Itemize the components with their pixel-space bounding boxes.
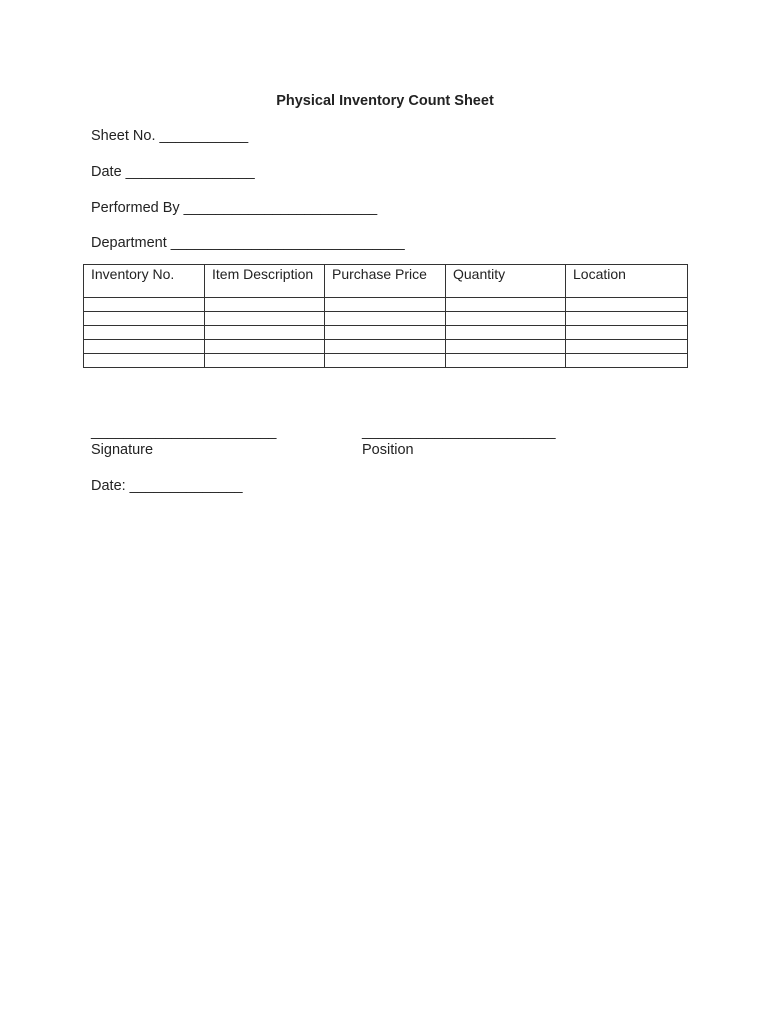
performed-by-field: Performed By ________________________: [91, 200, 378, 216]
table-cell[interactable]: [325, 326, 446, 340]
table-cell[interactable]: [446, 312, 566, 326]
header-quantity: Quantity: [446, 265, 566, 298]
signature-label: Signature: [91, 442, 154, 458]
table-cell[interactable]: [84, 298, 205, 312]
table-cell[interactable]: [566, 298, 688, 312]
page-title: Physical Inventory Count Sheet: [276, 93, 494, 109]
inventory-table: [83, 264, 688, 368]
position-label: Position: [362, 442, 414, 458]
header-location: Location: [566, 265, 688, 298]
table-cell[interactable]: [84, 326, 205, 340]
table-cell[interactable]: [84, 340, 205, 354]
table-cell[interactable]: [446, 354, 566, 368]
table-cell[interactable]: [325, 298, 446, 312]
table-cell[interactable]: [205, 298, 325, 312]
table-cell[interactable]: [205, 312, 325, 326]
header-item-description: Item Description: [205, 265, 325, 298]
table-cell[interactable]: [205, 340, 325, 354]
table-row: [84, 298, 688, 312]
department-field: Department _____________________________: [91, 235, 405, 251]
table-cell[interactable]: [205, 354, 325, 368]
table-cell[interactable]: [325, 340, 446, 354]
table-row: [84, 340, 688, 354]
table-cell[interactable]: [566, 312, 688, 326]
table-cell[interactable]: [205, 326, 325, 340]
table-cell[interactable]: [446, 298, 566, 312]
table-row: [84, 354, 688, 368]
table-cell[interactable]: [566, 326, 688, 340]
header-purchase-price: Purchase Price: [325, 265, 446, 298]
table-cell[interactable]: [84, 312, 205, 326]
table-cell[interactable]: [446, 326, 566, 340]
table-cell[interactable]: [446, 340, 566, 354]
position-line: ________________________: [362, 424, 556, 440]
date-field: Date ________________: [91, 164, 255, 180]
table-row: [84, 326, 688, 340]
sheet-no-field: Sheet No. ___________: [91, 128, 249, 144]
signature-date-field: Date: ______________: [91, 478, 243, 494]
table-cell[interactable]: [325, 354, 446, 368]
table-cell[interactable]: [566, 354, 688, 368]
table-cell[interactable]: [566, 340, 688, 354]
signature-line: _______________________: [91, 424, 277, 440]
header-inventory-no: Inventory No.: [84, 265, 205, 298]
table-row: [84, 312, 688, 326]
table-header-row: [84, 265, 688, 298]
table-cell[interactable]: [325, 312, 446, 326]
table-cell[interactable]: [84, 354, 205, 368]
